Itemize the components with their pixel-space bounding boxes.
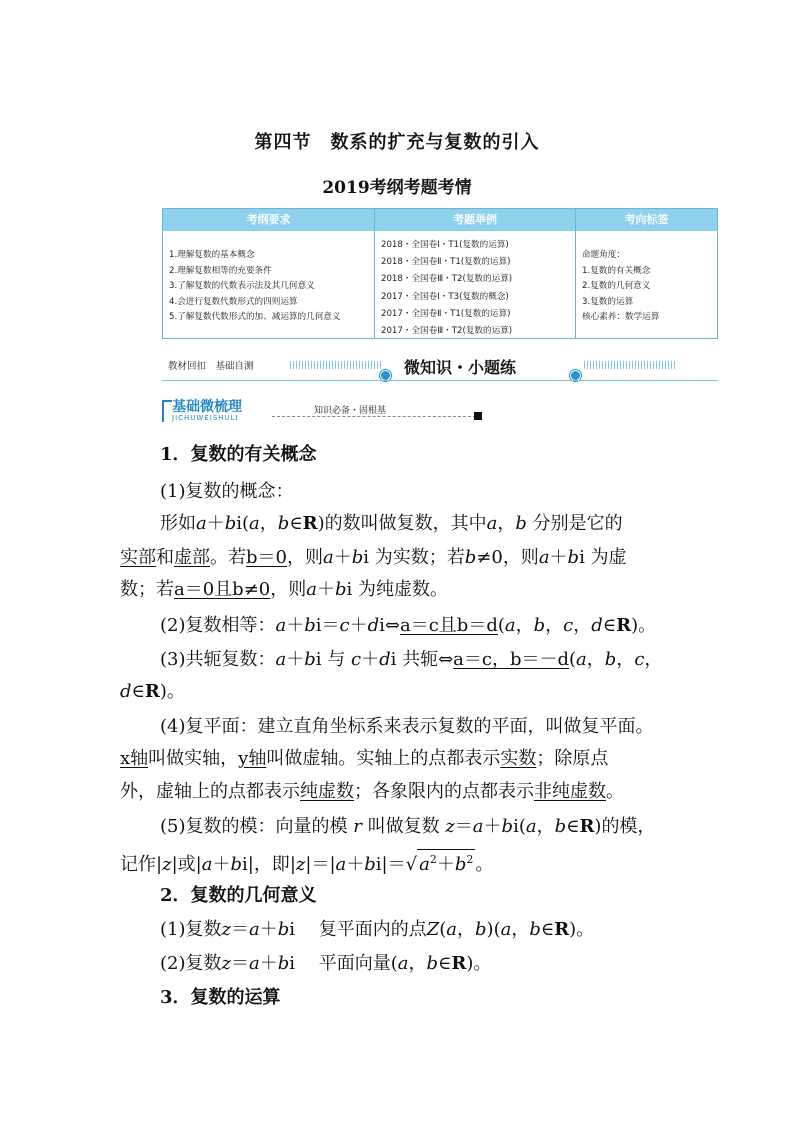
text-line: (3)共轭复数：a＋bi 与 c＋di 共轭⇔a＝c，b＝－d(a，b，c，	[160, 649, 663, 670]
dotted-decoration	[584, 361, 676, 369]
list-item: 2018・全国卷Ⅱ・T1(复数的运算)	[381, 257, 511, 268]
square-marker-icon	[474, 412, 482, 420]
text-line: (2)复数相等：a＋bi＝c＋di⇔a＝c且b＝d(a，b，c，d∈R)。	[160, 615, 657, 636]
list-item: 2017・全国卷Ⅱ・T1(复数的运算)	[381, 308, 511, 319]
section-heading-1: 1．复数的有关概念	[160, 444, 317, 465]
text-line: (5)复数的模：向量的模 r 叫做复数 z＝a＋bi(a，b∈R)的模，	[160, 816, 656, 837]
bracket-decoration	[162, 400, 172, 422]
examples-column	[381, 231, 573, 338]
table-divider	[374, 209, 375, 338]
list-item: 2.复数的几何意义	[582, 281, 651, 292]
list-item: 3.了解复数的代数表示法及其几何意义	[169, 281, 315, 292]
list-item: 4.会进行复数代数形式的四则运算	[169, 296, 298, 307]
text-line: (4)复平面：建立直角坐标系来表示复数的平面，叫做复平面。	[160, 716, 654, 737]
section-banner	[162, 352, 718, 382]
tags-column	[582, 231, 716, 338]
text-line: 记作|z|或|a＋bi|，即|z|＝|a＋bi|＝√ $a^2+b^2$ 。	[120, 849, 493, 877]
list-item: 命题角度：	[582, 250, 625, 260]
page-title: 第四节 数系的扩充与复数的引入	[254, 132, 540, 153]
table-header-examples: 考题举例	[375, 209, 575, 231]
text-line: 外，虚轴上的点都表示纯虚数；各象限内的点都表示非纯虚数。	[120, 781, 624, 802]
page-subtitle: 2019考纲考题考情	[322, 178, 472, 198]
text-line: (1)复数z＝a＋bi 复平面内的点Z(a，b)(a，b∈R)。	[160, 919, 595, 940]
text-line: d∈R)。	[120, 681, 185, 702]
list-item: 1.复数的有关概念	[582, 265, 651, 276]
paragraph-heading: (1)复数的概念：	[160, 481, 294, 502]
list-item: 核心素养：数学运算	[582, 312, 660, 323]
list-item: 5.了解复数代数形式的加、减运算的几何意义	[169, 312, 341, 323]
section-label-cn: 基础微梳理	[172, 399, 242, 415]
list-item: 2.理解复数相等的充要条件	[169, 265, 272, 276]
table-header-requirements: 考纲要求	[163, 209, 374, 231]
list-item: 3.复数的运算	[582, 296, 634, 307]
dotted-decoration	[290, 361, 382, 369]
dashed-line	[272, 416, 476, 418]
banner-left-label: 教材回扣 基础自测	[168, 361, 254, 372]
list-item: 2018・全国卷Ⅰ・T1(复数的运算)	[381, 240, 509, 250]
exam-overview-table	[162, 208, 718, 339]
requirements-column	[169, 231, 373, 338]
list-item: 2017・全国卷Ⅲ・T2(复数的运算)	[381, 326, 513, 337]
text-line: x轴叫做实轴，y轴叫做虚轴。实轴上的点都表示实数；除原点	[120, 748, 609, 769]
section-label-en: JICHUWEISHULI	[172, 414, 239, 422]
text-line: (2)复数z＝a＋bi 平面向量(a，b∈R)。	[160, 953, 492, 974]
list-item: 2018・全国卷Ⅲ・T2(复数的运算)	[381, 274, 513, 285]
list-item: 1.理解复数的基本概念	[169, 250, 255, 260]
section-heading-3: 3．复数的运算	[160, 987, 281, 1008]
section-label	[162, 394, 484, 426]
text-line: 数；若a＝0且b≠0，则a＋bi 为纯虚数。	[120, 579, 448, 600]
banner-underline	[162, 380, 718, 381]
list-item: 2017・全国卷Ⅰ・T3(复数的概念)	[381, 291, 509, 302]
text-line: 形如a＋bi(a，b∈R)的数叫做复数，其中a，b 分别是它的	[160, 513, 623, 534]
table-divider	[575, 209, 576, 338]
section-label-tag: 知识必备・固根基	[314, 406, 387, 416]
table-header-tags: 考向标签	[576, 209, 717, 231]
text-line: 实部和虚部。若b＝0，则a＋bi 为实数；若b≠0，则a＋bi 为虚	[120, 547, 627, 568]
section-heading-2: 2．复数的几何意义	[160, 885, 317, 906]
banner-title: 微知识・小题练	[404, 358, 517, 377]
